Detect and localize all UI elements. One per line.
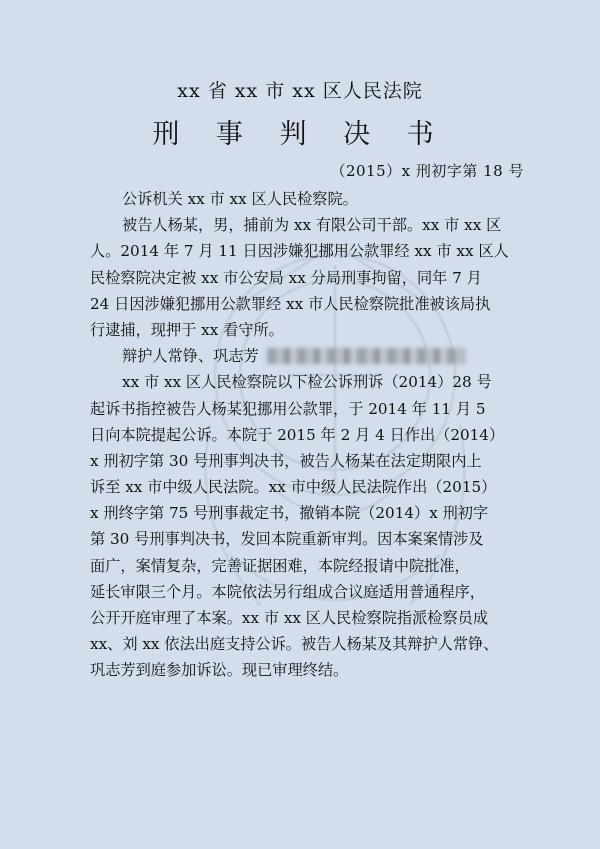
body-line-text: 人。2014 年 7 月 11 日因涉嫌犯挪用公款罪经 xx 市 xx 区人: [90, 242, 509, 261]
body-line-text: xx、刘 xx 依法出庭支持公诉。被告人杨某及其辩护人常铮、: [90, 635, 499, 654]
body-line-text: 巩志芳到庭参加诉讼。现已审理终结。: [90, 661, 349, 680]
body-line-text: 24 日因涉嫌犯挪用公款罪经 xx 市人民检察院批准被该局执: [90, 294, 491, 313]
body-line-text: 行逮捕，现押于 xx 看守所。: [90, 320, 284, 339]
body-line: [90, 396, 520, 422]
body-line-text: 诉至 xx 市中级人民法院。xx 市中级人民法院作出（2015）: [90, 478, 497, 497]
judgment-body: [90, 186, 520, 684]
body-line: [90, 212, 520, 238]
body-line-text: 第 30 号刑事判决书，发回本院重新审判。因本案案情涉及: [90, 530, 484, 549]
case-number: （2015）x 刑初字第 18 号: [330, 162, 524, 180]
body-line: [90, 657, 520, 683]
body-line-text: 公开开庭审理了本案。xx 市 xx 区人民检察院指派检察员成: [90, 609, 489, 627]
body-line-text: 起诉书指控被告人杨某犯挪用公款罪，于 2014 年 11 月 5: [90, 399, 486, 418]
body-line: [90, 474, 520, 500]
body-line-text: 民检察院决定被 xx 市公安局 xx 分局刑事拘留，同年 7 月: [90, 268, 482, 287]
body-line-text: x 刑终字第 75 号刑事裁定书，撤销本院（2014）x 刑初字: [90, 504, 489, 523]
body-line: [90, 553, 520, 579]
body-line: [90, 343, 520, 369]
body-line: [90, 579, 520, 605]
document-title: 刑 事 判 决 书: [152, 119, 448, 150]
body-line-text: x 刑初字第 30 号刑事判决书，被告人杨某在法定期限内上: [90, 451, 482, 470]
body-line-text: 面广，案情复杂，完善证据困难，本院经报请中院批准，: [90, 556, 470, 575]
body-line-text: 公诉机关 xx 市 xx 区人民检察院。: [122, 190, 358, 208]
body-line-text: xx 市 xx 区人民检察院以下检公诉刑诉（2014）28 号: [122, 373, 492, 392]
court-name: xx 省 xx 市 xx 区人民法院: [177, 80, 423, 102]
body-line-text: 辩护人常铮、巩志芳: [122, 347, 259, 366]
body-line: [90, 265, 520, 291]
body-line-text: 日向本院提起公诉。本院于 2015 年 2 月 4 日作出（2014）: [90, 425, 505, 444]
body-line: [90, 422, 520, 448]
body-line: [90, 605, 520, 631]
body-line: [90, 500, 520, 526]
body-line: [90, 631, 520, 657]
body-line: [90, 238, 520, 264]
body-line: [90, 526, 520, 552]
body-line: [90, 291, 520, 317]
body-line: [90, 448, 520, 474]
body-line-text: 被告人杨某，男，捕前为 xx 有限公司干部。xx 市 xx 区: [122, 216, 502, 235]
body-line-text: 延长审限三个月。本院依法另行组成合议庭适用普通程序，: [90, 582, 485, 601]
body-line: [90, 186, 520, 212]
body-line: [90, 317, 520, 343]
body-line: [90, 369, 520, 395]
redacted-text-blur: [267, 348, 465, 364]
